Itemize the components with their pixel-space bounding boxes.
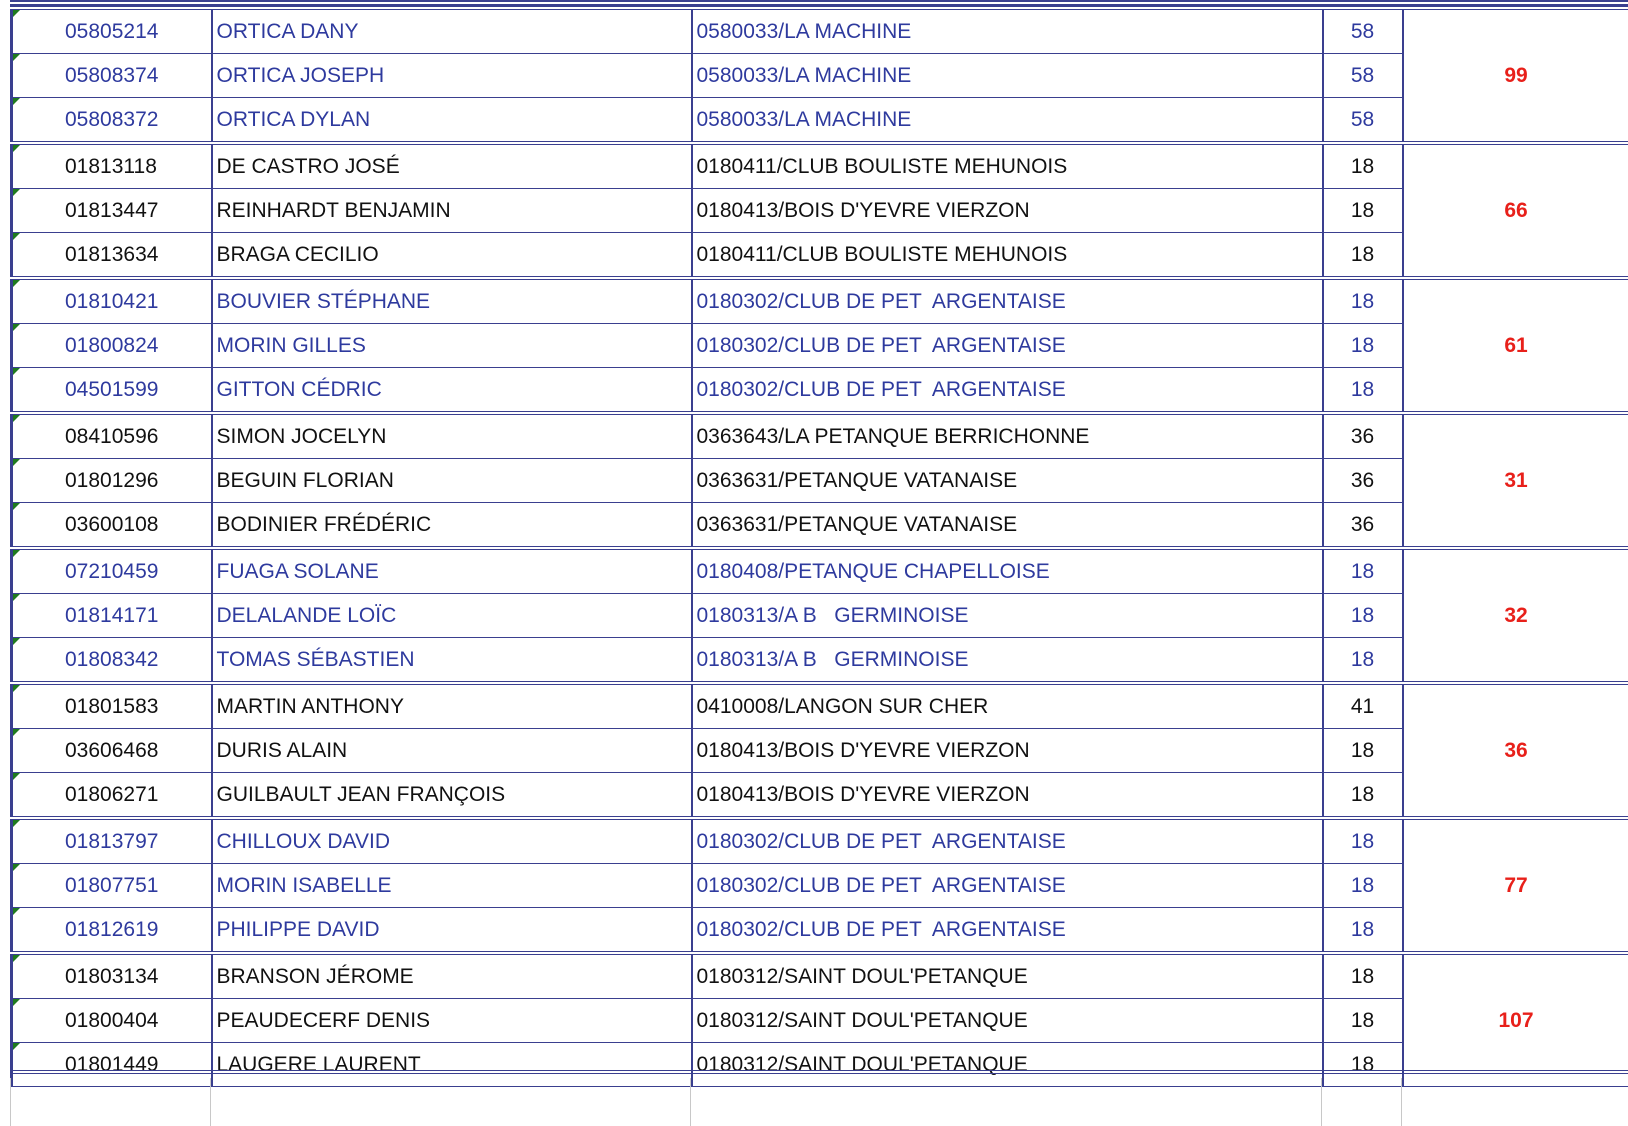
grid-line bbox=[1321, 1078, 1322, 1126]
next-row-strip bbox=[10, 1070, 1628, 1126]
license-cell[interactable]: 01813634 bbox=[12, 233, 212, 279]
department-cell[interactable]: 18 bbox=[1323, 773, 1403, 819]
license-cell[interactable]: 01800404 bbox=[12, 999, 212, 1043]
team-total-cell[interactable]: 66 bbox=[1403, 143, 1628, 278]
cell-indicator-icon bbox=[13, 368, 20, 375]
department-cell[interactable]: 18 bbox=[1323, 908, 1403, 954]
cell-indicator-icon bbox=[13, 98, 20, 105]
team-group bbox=[12, 548, 1628, 683]
license-cell[interactable]: 01813118 bbox=[12, 143, 212, 189]
player-name-cell[interactable]: ORTICA DANY bbox=[212, 8, 692, 54]
department-cell[interactable]: 18 bbox=[1323, 278, 1403, 324]
cell-indicator-icon bbox=[13, 685, 20, 692]
department-cell[interactable]: 18 bbox=[1323, 233, 1403, 279]
player-name-cell[interactable]: GUILBAULT JEAN FRANÇOIS bbox=[212, 773, 692, 819]
table-row bbox=[12, 189, 1628, 233]
table-row bbox=[12, 729, 1628, 773]
club-cell[interactable]: 0180411/CLUB BOULISTE MEHUNOIS bbox=[692, 233, 1323, 279]
table-row bbox=[12, 54, 1628, 98]
department-cell[interactable]: 18 bbox=[1323, 818, 1403, 864]
player-name-cell[interactable]: TOMAS SÉBASTIEN bbox=[212, 638, 692, 684]
club-cell[interactable]: 0180312/SAINT DOUL'PETANQUE bbox=[692, 1043, 1323, 1087]
player-name-cell[interactable]: MARTIN ANTHONY bbox=[212, 683, 692, 729]
department-cell[interactable]: 18 bbox=[1323, 324, 1403, 368]
player-name-cell[interactable]: MORIN GILLES bbox=[212, 324, 692, 368]
department-cell[interactable]: 18 bbox=[1323, 729, 1403, 773]
player-name-cell[interactable]: PHILIPPE DAVID bbox=[212, 908, 692, 954]
department-cell[interactable]: 36 bbox=[1323, 413, 1403, 459]
cell-indicator-icon bbox=[13, 908, 20, 915]
player-name-cell[interactable]: ORTICA JOSEPH bbox=[212, 54, 692, 98]
player-name-cell[interactable]: BRANSON JÉROME bbox=[212, 953, 692, 999]
license-cell[interactable]: 05805214 bbox=[12, 8, 212, 54]
club-cell[interactable]: 0180313/A B GERMINOISE bbox=[692, 638, 1323, 684]
club-cell[interactable]: 0180411/CLUB BOULISTE MEHUNOIS bbox=[692, 143, 1323, 189]
club-cell[interactable]: 0180312/SAINT DOUL'PETANQUE bbox=[692, 999, 1323, 1043]
team-table bbox=[10, 6, 1628, 1087]
grid-line bbox=[210, 1078, 211, 1126]
license-cell[interactable]: 01801583 bbox=[12, 683, 212, 729]
player-name-cell[interactable]: SIMON JOCELYN bbox=[212, 413, 692, 459]
team-total-cell[interactable]: 99 bbox=[1403, 8, 1628, 143]
player-name-cell[interactable]: DURIS ALAIN bbox=[212, 729, 692, 773]
table-row bbox=[12, 368, 1628, 414]
player-name-cell[interactable]: REINHARDT BENJAMIN bbox=[212, 189, 692, 233]
cell-indicator-icon bbox=[13, 280, 20, 287]
cell-indicator-icon bbox=[13, 189, 20, 196]
license-cell[interactable]: 08410596 bbox=[12, 413, 212, 459]
club-cell[interactable]: 0180302/CLUB DE PET ARGENTAISE bbox=[692, 278, 1323, 324]
team-group bbox=[12, 8, 1628, 143]
license-cell[interactable]: 04501599 bbox=[12, 368, 212, 414]
department-cell[interactable]: 36 bbox=[1323, 459, 1403, 503]
player-name-cell[interactable]: BODINIER FRÉDÉRIC bbox=[212, 503, 692, 549]
license-cell[interactable]: 05808374 bbox=[12, 54, 212, 98]
club-cell[interactable]: 0363631/PETANQUE VATANAISE bbox=[692, 459, 1323, 503]
cell-indicator-icon bbox=[13, 145, 20, 152]
grid-line bbox=[1401, 1078, 1402, 1126]
cell-indicator-icon bbox=[13, 415, 20, 422]
license-cell[interactable]: 01813447 bbox=[12, 189, 212, 233]
player-name-cell[interactable]: BOUVIER STÉPHANE bbox=[212, 278, 692, 324]
department-cell[interactable]: 18 bbox=[1323, 189, 1403, 233]
license-cell[interactable]: 05808372 bbox=[12, 98, 212, 144]
team-total-cell[interactable]: 107 bbox=[1403, 953, 1628, 1087]
cell-indicator-icon bbox=[13, 54, 20, 61]
cell-indicator-icon bbox=[13, 324, 20, 331]
grid-line bbox=[690, 1078, 691, 1126]
table-row bbox=[12, 233, 1628, 279]
table-row bbox=[12, 908, 1628, 954]
table-row bbox=[12, 773, 1628, 819]
team-group bbox=[12, 953, 1628, 1087]
table-row bbox=[12, 503, 1628, 549]
table-row bbox=[12, 999, 1628, 1043]
cell-indicator-icon bbox=[13, 999, 20, 1006]
cell-indicator-icon bbox=[13, 459, 20, 466]
department-cell[interactable]: 18 bbox=[1323, 953, 1403, 999]
player-name-cell[interactable]: FUAGA SOLANE bbox=[212, 548, 692, 594]
table-row bbox=[12, 638, 1628, 684]
team-total-cell[interactable]: 61 bbox=[1403, 278, 1628, 413]
department-cell[interactable]: 18 bbox=[1323, 548, 1403, 594]
table-row bbox=[12, 143, 1628, 189]
table-row bbox=[12, 953, 1628, 999]
license-cell[interactable]: 01801449 bbox=[12, 1043, 212, 1087]
club-cell[interactable]: 0580033/LA MACHINE bbox=[692, 8, 1323, 54]
department-cell[interactable]: 18 bbox=[1323, 594, 1403, 638]
club-cell[interactable]: 0180313/A B GERMINOISE bbox=[692, 594, 1323, 638]
player-name-cell[interactable]: MORIN ISABELLE bbox=[212, 864, 692, 908]
club-cell[interactable]: 0180408/PETANQUE CHAPELLOISE bbox=[692, 548, 1323, 594]
cell-indicator-icon bbox=[13, 10, 20, 17]
license-cell[interactable]: 01810421 bbox=[12, 278, 212, 324]
grid-line bbox=[10, 1078, 11, 1126]
cell-indicator-icon bbox=[13, 1043, 20, 1050]
department-cell[interactable]: 41 bbox=[1323, 683, 1403, 729]
cell-indicator-icon bbox=[13, 820, 20, 827]
player-name-cell[interactable]: DE CASTRO JOSÉ bbox=[212, 143, 692, 189]
cell-indicator-icon bbox=[13, 729, 20, 736]
player-name-cell[interactable]: BEGUIN FLORIAN bbox=[212, 459, 692, 503]
cell-indicator-icon bbox=[13, 503, 20, 510]
department-cell[interactable]: 18 bbox=[1323, 638, 1403, 684]
club-cell[interactable]: 0363631/PETANQUE VATANAISE bbox=[692, 503, 1323, 549]
cell-indicator-icon bbox=[13, 864, 20, 871]
license-cell[interactable]: 01806271 bbox=[12, 773, 212, 819]
table-row bbox=[12, 864, 1628, 908]
player-name-cell[interactable]: DELALANDE LOÏC bbox=[212, 594, 692, 638]
department-cell[interactable]: 18 bbox=[1323, 368, 1403, 414]
department-cell[interactable]: 18 bbox=[1323, 864, 1403, 908]
table-row bbox=[12, 818, 1628, 864]
department-cell[interactable]: 36 bbox=[1323, 503, 1403, 549]
club-cell[interactable]: 0180312/SAINT DOUL'PETANQUE bbox=[692, 953, 1323, 999]
club-cell[interactable]: 0410008/LANGON SUR CHER bbox=[692, 683, 1323, 729]
team-group bbox=[12, 818, 1628, 953]
department-cell[interactable]: 58 bbox=[1323, 8, 1403, 54]
team-group bbox=[12, 683, 1628, 818]
team-group bbox=[12, 413, 1628, 548]
club-cell[interactable]: 0580033/LA MACHINE bbox=[692, 54, 1323, 98]
spreadsheet bbox=[10, 6, 1628, 1087]
license-cell[interactable]: 01814171 bbox=[12, 594, 212, 638]
club-cell[interactable]: 0180302/CLUB DE PET ARGENTAISE bbox=[692, 864, 1323, 908]
player-name-cell[interactable]: ORTICA DYLAN bbox=[212, 98, 692, 144]
club-cell[interactable]: 0180413/BOIS D'YEVRE VIERZON bbox=[692, 729, 1323, 773]
player-name-cell[interactable]: LAUGERE LAURENT bbox=[212, 1043, 692, 1087]
license-cell[interactable]: 01801296 bbox=[12, 459, 212, 503]
table-row bbox=[12, 98, 1628, 144]
table-row bbox=[12, 8, 1628, 54]
team-total-cell[interactable]: 36 bbox=[1403, 683, 1628, 818]
player-name-cell[interactable]: BRAGA CECILIO bbox=[212, 233, 692, 279]
club-cell[interactable]: 0180413/BOIS D'YEVRE VIERZON bbox=[692, 773, 1323, 819]
cell-indicator-icon bbox=[13, 594, 20, 601]
player-name-cell[interactable]: GITTON CÉDRIC bbox=[212, 368, 692, 414]
license-cell[interactable]: 01808342 bbox=[12, 638, 212, 684]
club-cell[interactable]: 0180302/CLUB DE PET ARGENTAISE bbox=[692, 908, 1323, 954]
cell-indicator-icon bbox=[13, 233, 20, 240]
license-cell[interactable]: 07210459 bbox=[12, 548, 212, 594]
license-cell[interactable]: 01800824 bbox=[12, 324, 212, 368]
cell-indicator-icon bbox=[13, 550, 20, 557]
department-cell[interactable]: 58 bbox=[1323, 54, 1403, 98]
club-cell[interactable]: 0180302/CLUB DE PET ARGENTAISE bbox=[692, 324, 1323, 368]
license-cell[interactable]: 01812619 bbox=[12, 908, 212, 954]
cell-indicator-icon bbox=[13, 955, 20, 962]
group-divider bbox=[10, 1070, 1628, 1074]
team-group bbox=[12, 143, 1628, 278]
license-cell[interactable]: 03606468 bbox=[12, 729, 212, 773]
table-row bbox=[12, 324, 1628, 368]
license-cell[interactable]: 03600108 bbox=[12, 503, 212, 549]
department-cell[interactable]: 18 bbox=[1323, 999, 1403, 1043]
department-cell[interactable]: 18 bbox=[1323, 1043, 1403, 1087]
team-group bbox=[12, 278, 1628, 413]
club-cell[interactable]: 0180302/CLUB DE PET ARGENTAISE bbox=[692, 818, 1323, 864]
table-row bbox=[12, 683, 1628, 729]
cell-indicator-icon bbox=[13, 638, 20, 645]
license-cell[interactable]: 01813797 bbox=[12, 818, 212, 864]
club-cell[interactable]: 0363643/LA PETANQUE BERRICHONNE bbox=[692, 413, 1323, 459]
club-cell[interactable]: 0180302/CLUB DE PET ARGENTAISE bbox=[692, 368, 1323, 414]
table-row bbox=[12, 594, 1628, 638]
team-total-cell[interactable]: 32 bbox=[1403, 548, 1628, 683]
team-total-cell[interactable]: 31 bbox=[1403, 413, 1628, 548]
club-cell[interactable]: 0180413/BOIS D'YEVRE VIERZON bbox=[692, 189, 1323, 233]
license-cell[interactable]: 01803134 bbox=[12, 953, 212, 999]
department-cell[interactable]: 18 bbox=[1323, 143, 1403, 189]
club-cell[interactable]: 0580033/LA MACHINE bbox=[692, 98, 1323, 144]
player-name-cell[interactable]: PEAUDECERF DENIS bbox=[212, 999, 692, 1043]
table-row bbox=[12, 459, 1628, 503]
license-cell[interactable]: 01807751 bbox=[12, 864, 212, 908]
table-row bbox=[12, 278, 1628, 324]
table-row bbox=[12, 413, 1628, 459]
player-name-cell[interactable]: CHILLOUX DAVID bbox=[212, 818, 692, 864]
cell-indicator-icon bbox=[13, 773, 20, 780]
department-cell[interactable]: 58 bbox=[1323, 98, 1403, 144]
team-total-cell[interactable]: 77 bbox=[1403, 818, 1628, 953]
table-row bbox=[12, 548, 1628, 594]
